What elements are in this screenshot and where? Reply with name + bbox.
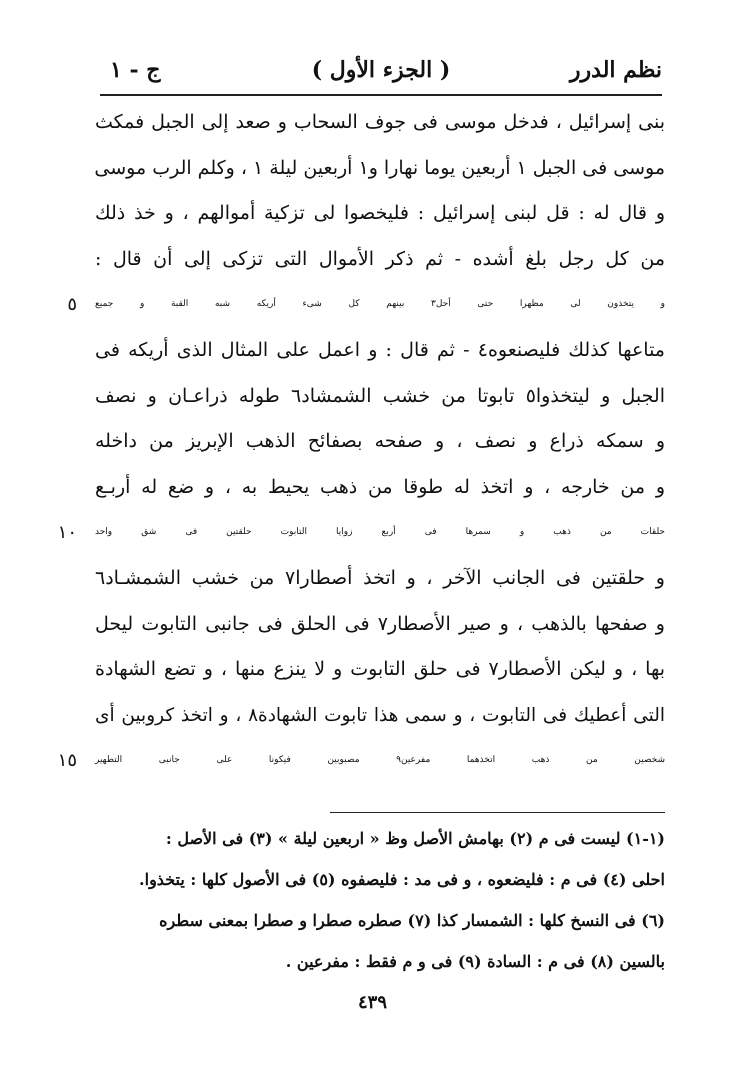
- text-line-content: من كل رجل بلغ أشده - ثم ذكر الأموال التى تزكى إلى أن قال :: [95, 247, 665, 270]
- text-line-content: و حلقتين فى الجانب الآخر ، و اتخذ أصطارا٧ من خشب الشمشـاد٦: [95, 566, 665, 589]
- text-line: [95, 556, 665, 602]
- text-line: [95, 602, 665, 648]
- text-line-content: و من خارجه ، و اتخذ له طوقا من ذهب يحيط به ، و ضع له أربـع: [95, 475, 665, 498]
- text-line: [95, 419, 665, 465]
- line-number: ١٥: [57, 750, 77, 772]
- footnote-line: (٦) فى النسخ كلها : الشمسار كذا (٧) صطره صطرا و صطرا بمعنى سطره: [159, 911, 665, 930]
- text-line-content: بنى إسرائيل ، فدخل موسى فى جوف السحاب و صعد إلى الجبل فمكث: [95, 111, 665, 133]
- text-line: [95, 191, 665, 237]
- text-line-content: متاعها كذلك فليصنعوه٤ - ثم قال : و اعمل على المثال الذى أريكه فى: [95, 338, 665, 361]
- text-line-content: موسى فى الجبل ١ أربعين يوما نهارا و١ أربعين ليلة ١ ، وكلم الرب موسى: [94, 156, 665, 179]
- text-line-content: بها ، و ليكن الأصطار٧ فى حلق التابوت و لا ينزع منها ، و تضع الشهادة: [95, 658, 666, 681]
- footnotes: [100, 818, 665, 982]
- text-line-content: شخصين من ذهب اتخذهما مفرعين٩ مصبوبين فيكونا على جانبى التطهير: [95, 755, 665, 766]
- text-line: [95, 100, 665, 146]
- text-line-content: و قال له : قل لبنى إسرائيل : فليخصوا لى تزكية أموالهم ، و خذ ذلك: [95, 202, 665, 225]
- text-line-content: و سمكه ذراع و نصف ، و صفحه بصفائح الذهب الإبريز من داخله: [95, 430, 665, 453]
- main-text: [57, 100, 666, 784]
- text-line: [95, 647, 665, 693]
- volume-title: ( الجزء الأول ): [311, 57, 451, 83]
- text-line: [95, 374, 665, 420]
- text-line: [95, 237, 665, 283]
- text-line-content: و يتخذون لى مظهرا حتى أحل٣ بينهم كل شىء أريكه شبه القبة و جميع: [95, 299, 665, 310]
- text-line-content: التى أعطيك فى التابوت ، و سمى هذا تابوت الشهادة٨ ، و اتخذ كروبين أى: [95, 704, 665, 726]
- page-number: ٤٣٩: [357, 992, 387, 1013]
- footnote-line: احلى (٤) فى م : فليضعوه ، و فى مد : فليصفوه (٥) فى الأصول كلها : يتخذوا.: [139, 870, 665, 889]
- volume-code: ج - ١: [110, 57, 161, 83]
- line-number: ١٠: [57, 522, 77, 544]
- text-line: [57, 738, 665, 784]
- text-line: [95, 146, 665, 192]
- text-line: [95, 465, 665, 511]
- running-header: [100, 52, 662, 92]
- text-line: [95, 693, 665, 739]
- header-rule: [100, 94, 662, 96]
- text-line: [95, 328, 665, 374]
- text-line-content: حلقات من ذهب و سمرها فى أربع زوايا التابوت حلقتين فى شق واحد: [95, 527, 665, 538]
- text-line-content: الجبل و ليتخذوا٥ تابوتا من خشب الشمشاد٦ طوله ذراعـان و نصف: [95, 384, 665, 407]
- footnote-line: (١-١) ليست فى م (٢) بهامش الأصل وظ « اربعين ليلة » (٣) فى الأصل :: [165, 829, 665, 848]
- footnote-rule: [330, 812, 665, 813]
- text-line: [57, 510, 665, 556]
- footnote-line: بالسين (٨) فى م : السادة (٩) فى و م فقط : مفرعين .: [285, 952, 665, 971]
- line-number: ٥: [67, 294, 77, 316]
- book-title: نظم الدرر: [569, 57, 662, 83]
- text-line-content: و صفحها بالذهب ، و صير الأصطار٧ فى الحلق فى جانبى التابوت ليحل: [95, 612, 665, 635]
- text-line: [67, 282, 665, 328]
